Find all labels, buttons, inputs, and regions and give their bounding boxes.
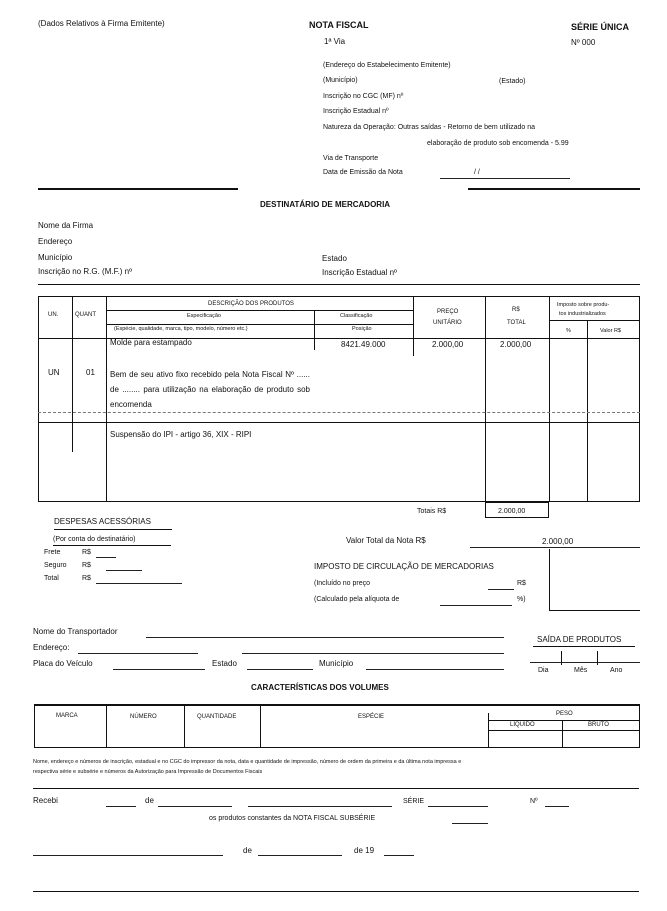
issuer-estado-label: (Estado) <box>499 78 526 85</box>
icm-pct: %) <box>517 596 526 603</box>
seguro-label: Seguro <box>44 562 67 569</box>
placa-label: Placa do Veículo <box>33 659 93 668</box>
col-rs-header: R$ <box>512 307 520 313</box>
via-transporte-label: Via de Transporte <box>323 155 379 162</box>
produtos-label: os produtos constantes da NOTA FISCAL SUBSÉRIE <box>209 815 376 822</box>
sign-de19: de 19 <box>354 846 375 855</box>
icm-calculado: (Calculado pela alíquota de <box>314 596 400 603</box>
fold-line <box>38 412 640 413</box>
signature-line <box>33 891 639 892</box>
recibo-de: de <box>145 796 154 805</box>
issuer-address-label: (Endereço do Estabelecimento Emitente) <box>323 62 451 69</box>
col-desc-header: DESCRIÇÃO DOS PRODUTOS <box>208 301 294 307</box>
col-class-sub: Posição <box>352 326 372 332</box>
col-preco-header: PREÇO <box>437 309 459 315</box>
destinatario-divider <box>38 284 640 285</box>
seguro-value-line <box>106 570 142 571</box>
recibo-num: Nº <box>530 798 538 805</box>
numero-label: Nº 000 <box>571 38 596 47</box>
issuer-cgc-label: Inscrição no CGC (MF) nº <box>323 93 404 100</box>
recibo-label: Recebi <box>33 796 58 805</box>
col-valor-header: Valor R$ <box>600 328 621 334</box>
totais-label: Totais R$ <box>417 508 447 515</box>
icm-calculado-line <box>440 605 512 606</box>
ipi-header-line <box>549 320 640 321</box>
data-emissao-label: Data de Emissão da Nota <box>323 169 403 176</box>
frete-rs: R$ <box>82 549 91 556</box>
volumes-table <box>34 704 640 748</box>
issuer-placeholder: (Dados Relativos à Firma Emitente) <box>38 19 165 28</box>
recibo-month-line <box>158 806 232 807</box>
destinatario-insc-rg-label: Inscrição no R.G. (M.F.) nº <box>38 267 133 276</box>
col-sep-quant <box>106 296 107 502</box>
vol-peso-header: PESO <box>556 711 573 717</box>
produtos-subserie-line <box>452 823 488 824</box>
vol-sep-1 <box>106 704 107 748</box>
row1-total: 2.000,00 <box>500 340 532 349</box>
col-sep-pct <box>587 320 588 502</box>
transportador-label: Nome do Transportador <box>33 627 118 636</box>
volumes-header-top <box>34 704 640 706</box>
desc-header-line <box>106 310 413 311</box>
header-divider-right <box>468 188 640 190</box>
col-class-header: Classificação <box>340 313 373 319</box>
recibo-serie: SÉRIE <box>403 798 425 805</box>
valor-total-underline <box>470 547 640 548</box>
printer-note-line1: Nome, endereço e números de inscrição, estadual e no CGC do impressor da nota, data e quantidade de impressão, número de ordem da primeira e da última nota impressa e <box>33 759 462 765</box>
vol-quantidade-header: QUANTIDADE <box>197 714 237 720</box>
document-title: NOTA FISCAL <box>309 20 369 30</box>
col-sep-desc <box>413 296 414 356</box>
peso-header-line <box>488 720 640 721</box>
recibo-day-line <box>106 806 136 807</box>
vol-sep-3 <box>260 704 261 748</box>
total-label: Total <box>44 575 59 582</box>
totais-value: 2.000,00 <box>498 508 526 515</box>
issuer-municipio-label: (Município) <box>323 77 358 84</box>
col-espec-header: Especificação <box>187 313 221 319</box>
col-total-header: TOTAL <box>507 320 526 326</box>
valor-total-value: 2.000,00 <box>542 537 574 546</box>
data-emissao-separator: / / <box>474 169 480 176</box>
destinatario-endereco-label: Endereço <box>38 237 73 246</box>
placa-line <box>113 669 205 670</box>
frete-label: Frete <box>44 549 61 556</box>
sign-de: de <box>243 846 252 855</box>
transport-municipio-label: Município <box>319 659 354 668</box>
col-preco-header2: UNITÁRIO <box>433 320 462 326</box>
saida-title: SAÍDA DE PRODUTOS <box>537 635 622 644</box>
transport-estado-label: Estado <box>212 659 237 668</box>
recibo-serie-line <box>428 806 488 807</box>
vol-numero-header: NÚMERO <box>130 714 157 720</box>
despesas-title-underline <box>54 529 172 530</box>
header-divider <box>38 188 238 190</box>
row-separator <box>38 422 640 423</box>
icm-incluido: (Incluído no preço <box>314 580 371 587</box>
vol-marca-header: MARCA <box>56 713 78 719</box>
transport-endereco-label: Endereço: <box>33 643 70 652</box>
transport-endereco-line <box>78 653 198 654</box>
col-quant-header: QUANT <box>75 312 96 318</box>
col-sep-un <box>72 296 73 452</box>
total-value-line <box>96 583 182 584</box>
vol-sep-2 <box>184 704 185 748</box>
saida-mes: Mês <box>574 667 588 674</box>
total-rs: R$ <box>82 575 91 582</box>
suspensao-label: Suspensão do IPI - artigo 36, XIX - RIPI <box>110 430 252 439</box>
icm-title: IMPOSTO DE CIRCULAÇÃO DE MERCADORIAS <box>314 562 494 571</box>
destinatario-estado-label: Estado <box>322 254 347 263</box>
natureza-operacao-line2: elaboração de produto sob encomenda - 5.99 <box>427 140 569 147</box>
icm-rs: R$ <box>517 580 526 587</box>
col-espec-sub: (Espécie, qualidade, marca, tipo, modelo, número etc.) <box>114 326 248 332</box>
transport-municipio-line <box>366 669 504 670</box>
row2-desc: Bem de seu ativo fixo recebido pela Nota Fiscal Nº ...... de ........ para utilização na elaboração de produto sob encomenda <box>110 370 310 409</box>
icm-incluido-line <box>488 589 514 590</box>
sign-year-line <box>384 855 414 856</box>
frete-value-line <box>96 557 116 558</box>
col-ipi-header2: tos industrializados <box>559 311 606 317</box>
data-emissao-underline <box>440 178 570 179</box>
peso-sub-line <box>488 730 640 731</box>
via-label: 1ª Via <box>324 37 346 46</box>
col-ipi-header: Imposto sobre produ- <box>557 302 610 308</box>
col-pct-header: % <box>566 328 571 334</box>
col-un-header: UN. <box>48 312 59 318</box>
transport-endereco-line2 <box>242 653 504 654</box>
despesas-title: DESPESAS ACESSÓRIAS <box>54 517 151 526</box>
vol-sep-5 <box>562 720 563 748</box>
vol-especie-header: ESPÉCIE <box>358 714 385 720</box>
sign-place-line <box>33 855 223 856</box>
row1-desc: Molde para estampado <box>110 338 192 347</box>
saida-ano: Ano <box>610 667 623 674</box>
issuer-ie-label: Inscrição Estadual nº <box>323 108 389 115</box>
saida-date-line <box>530 662 640 663</box>
volumes-title: CARACTERÍSTICAS DOS VOLUMES <box>251 683 389 692</box>
destinatario-municipio-label: Município <box>38 253 73 262</box>
transportador-line <box>146 637 504 638</box>
row1-class-box-left <box>314 338 315 350</box>
natureza-operacao-line1: Natureza da Operação: Outras saídas - Retorno de bem utilizado na <box>323 124 536 131</box>
row2-un: UN <box>48 368 60 377</box>
col-sep-total <box>549 296 550 502</box>
transport-estado-line <box>247 669 313 670</box>
vol-liquido-header: LÍQUIDO <box>510 722 535 728</box>
destinatario-title: DESTINATÁRIO DE MERCADORIA <box>260 200 391 209</box>
vol-bruto-header: BRUTO <box>588 722 609 728</box>
serie-label: SÉRIE ÚNICA <box>571 22 630 32</box>
recibo-num-line <box>545 806 569 807</box>
destinatario-insc-estadual-label: Inscrição Estadual nº <box>322 268 397 277</box>
icm-box <box>549 549 640 611</box>
destinatario-nome-label: Nome da Firma <box>38 221 94 230</box>
footer-divider <box>33 788 639 789</box>
sign-month-line <box>258 855 342 856</box>
recibo-year-line <box>248 806 392 807</box>
row2-quant: 01 <box>86 368 95 377</box>
row1-class: 8421.49.000 <box>341 340 386 349</box>
espec-subheader-line <box>106 324 413 325</box>
seguro-rs: R$ <box>82 562 91 569</box>
saida-title-underline <box>533 646 635 647</box>
row1-preco: 2.000,00 <box>432 340 464 349</box>
saida-dia: Dia <box>538 667 549 674</box>
despesas-sub-underline <box>53 545 171 546</box>
despesas-sub: (Por conta do destinatário) <box>53 536 136 543</box>
col-sep-preco <box>485 296 486 502</box>
printer-note-line2: respectiva série e subsérie e números da Autorização para Impressão de Documentos Fiscais <box>33 769 263 775</box>
valor-total-label: Valor Total da Nota R$ <box>346 536 426 545</box>
